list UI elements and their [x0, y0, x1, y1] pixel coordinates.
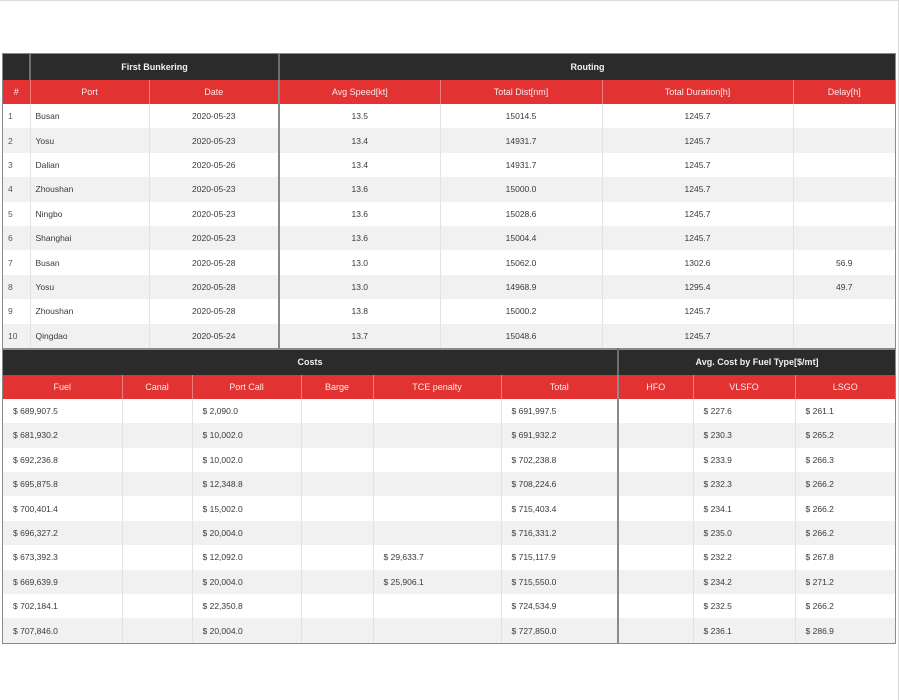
cell-barge	[301, 618, 373, 642]
cell-total: $ 708,224.6	[501, 472, 618, 496]
cell-total-dist: 14968.9	[440, 275, 602, 299]
cell-date: 2020-05-23	[149, 226, 279, 250]
cell-canal	[122, 618, 192, 642]
cell-fuel: $ 702,184.1	[3, 594, 122, 618]
cell-hfo	[618, 472, 693, 496]
cell-hfo	[618, 618, 693, 642]
cell-date: 2020-05-28	[149, 275, 279, 299]
cell-vlsfo: $ 232.5	[693, 594, 795, 618]
cell-fuel: $ 707,846.0	[3, 618, 122, 642]
cell-total-duration: 1245.7	[602, 226, 793, 250]
cell-tce-penalty	[373, 594, 501, 618]
cell-canal	[122, 472, 192, 496]
costs-table-body	[3, 399, 895, 643]
cell-delay	[793, 128, 895, 152]
cell-total-duration: 1245.7	[602, 324, 793, 348]
voyage-report	[2, 53, 896, 644]
cell-canal	[122, 594, 192, 618]
cell-tce-penalty	[373, 618, 501, 642]
col-header-delay[interactable]: Delay[h]	[793, 80, 895, 104]
table-row[interactable]	[3, 250, 895, 274]
cell-total-dist: 15004.4	[440, 226, 602, 250]
col-header-vlsfo[interactable]: VLSFO	[693, 375, 795, 399]
cell-vlsfo: $ 234.2	[693, 570, 795, 594]
cell-tce-penalty: $ 29,633.7	[373, 545, 501, 569]
cell-total: $ 715,403.4	[501, 496, 618, 520]
table-row[interactable]	[3, 226, 895, 250]
cell-avg-speed: 13.0	[279, 250, 440, 274]
cell-port-call: $ 12,092.0	[192, 545, 301, 569]
col-header-num[interactable]: #	[3, 80, 30, 104]
cell-num: 10	[3, 324, 30, 348]
cell-num: 9	[3, 299, 30, 323]
cell-date: 2020-05-23	[149, 177, 279, 201]
cell-avg-speed: 13.6	[279, 202, 440, 226]
table-row[interactable]	[3, 177, 895, 201]
cell-canal	[122, 496, 192, 520]
cell-hfo	[618, 570, 693, 594]
col-header-total-duration[interactable]: Total Duration[h]	[602, 80, 793, 104]
cell-total: $ 716,331.2	[501, 521, 618, 545]
right-divider	[898, 0, 899, 700]
table-row[interactable]	[3, 472, 895, 496]
cell-total: $ 715,550.0	[501, 570, 618, 594]
cell-port: Qingdao	[30, 324, 149, 348]
cell-avg-speed: 13.7	[279, 324, 440, 348]
cell-delay	[793, 299, 895, 323]
cell-total: $ 727,850.0	[501, 618, 618, 642]
cell-date: 2020-05-28	[149, 299, 279, 323]
table-row[interactable]	[3, 423, 895, 447]
cell-tce-penalty	[373, 496, 501, 520]
cell-lsgo: $ 266.2	[795, 496, 895, 520]
cell-total-dist: 15000.2	[440, 299, 602, 323]
cell-delay	[793, 177, 895, 201]
cell-total-dist: 15014.5	[440, 104, 602, 128]
cell-total-duration: 1245.7	[602, 153, 793, 177]
cell-lsgo: $ 265.2	[795, 423, 895, 447]
cell-port-call: $ 22,350.8	[192, 594, 301, 618]
cell-total: $ 691,997.5	[501, 399, 618, 423]
cell-delay	[793, 324, 895, 348]
cell-delay: 49.7	[793, 275, 895, 299]
cell-total-duration: 1245.7	[602, 299, 793, 323]
cell-port-call: $ 20,004.0	[192, 521, 301, 545]
cell-fuel: $ 673,392.3	[3, 545, 122, 569]
col-header-port[interactable]: Port	[30, 80, 149, 104]
col-header-barge[interactable]: Barge	[301, 375, 373, 399]
cell-tce-penalty: $ 25,906.1	[373, 570, 501, 594]
cell-total: $ 715,117.9	[501, 545, 618, 569]
cell-vlsfo: $ 232.2	[693, 545, 795, 569]
table-row[interactable]	[3, 299, 895, 323]
cell-vlsfo: $ 230.3	[693, 423, 795, 447]
col-header-lsgo[interactable]: LSGO	[795, 375, 895, 399]
cell-hfo	[618, 496, 693, 520]
cell-date: 2020-05-23	[149, 104, 279, 128]
table-row[interactable]	[3, 104, 895, 128]
cell-barge	[301, 399, 373, 423]
cell-barge	[301, 448, 373, 472]
cell-barge	[301, 545, 373, 569]
cell-canal	[122, 399, 192, 423]
cell-port: Shanghai	[30, 226, 149, 250]
cell-delay	[793, 104, 895, 128]
cell-port: Busan	[30, 250, 149, 274]
cell-port-call: $ 10,002.0	[192, 423, 301, 447]
cell-port: Busan	[30, 104, 149, 128]
cell-delay	[793, 202, 895, 226]
table-row[interactable]	[3, 275, 895, 299]
cell-port: Yosu	[30, 128, 149, 152]
cell-lsgo: $ 261.1	[795, 399, 895, 423]
table-row[interactable]	[3, 521, 895, 545]
col-header-total[interactable]: Total	[501, 375, 618, 399]
cell-total-dist: 15000.0	[440, 177, 602, 201]
cell-fuel: $ 681,930.2	[3, 423, 122, 447]
cell-hfo	[618, 521, 693, 545]
col-header-date[interactable]: Date	[149, 80, 279, 104]
cell-barge	[301, 570, 373, 594]
cell-num: 7	[3, 250, 30, 274]
cell-total: $ 691,932.2	[501, 423, 618, 447]
cell-canal	[122, 545, 192, 569]
cell-total-dist: 15028.6	[440, 202, 602, 226]
table-row[interactable]	[3, 153, 895, 177]
group-avg-cost-by-fuel-type: Avg. Cost by Fuel Type[$/mt]	[618, 349, 895, 375]
cell-date: 2020-05-24	[149, 324, 279, 348]
routing-table	[3, 54, 895, 348]
cell-avg-speed: 13.6	[279, 226, 440, 250]
cell-avg-speed: 13.4	[279, 128, 440, 152]
cell-date: 2020-05-23	[149, 202, 279, 226]
col-header-canal[interactable]: Canal	[122, 375, 192, 399]
cell-port: Yosu	[30, 275, 149, 299]
group-first-bunkering: First Bunkering	[30, 54, 279, 80]
cell-vlsfo: $ 232.3	[693, 472, 795, 496]
table-row[interactable]	[3, 448, 895, 472]
cell-port-call: $ 15,002.0	[192, 496, 301, 520]
cell-barge	[301, 496, 373, 520]
cell-barge	[301, 472, 373, 496]
cell-total-dist: 14931.7	[440, 128, 602, 152]
col-header-fuel[interactable]: Fuel	[3, 375, 122, 399]
cell-fuel: $ 692,236.8	[3, 448, 122, 472]
cell-tce-penalty	[373, 472, 501, 496]
cell-tce-penalty	[373, 448, 501, 472]
blank-group-header	[3, 54, 30, 80]
cell-total-duration: 1245.7	[602, 128, 793, 152]
table-row[interactable]	[3, 594, 895, 618]
cell-date: 2020-05-28	[149, 250, 279, 274]
cell-hfo	[618, 399, 693, 423]
cell-port-call: $ 2,090.0	[192, 399, 301, 423]
cell-canal	[122, 423, 192, 447]
cell-fuel: $ 689,907.5	[3, 399, 122, 423]
table-row[interactable]	[3, 202, 895, 226]
cell-total: $ 724,534.9	[501, 594, 618, 618]
cell-barge	[301, 423, 373, 447]
cell-avg-speed: 13.0	[279, 275, 440, 299]
cell-port-call: $ 10,002.0	[192, 448, 301, 472]
cell-total-duration: 1245.7	[602, 177, 793, 201]
cell-avg-speed: 13.8	[279, 299, 440, 323]
cell-total-duration: 1245.7	[602, 104, 793, 128]
cell-total-duration: 1245.7	[602, 202, 793, 226]
cell-total-duration: 1302.6	[602, 250, 793, 274]
cell-vlsfo: $ 235.0	[693, 521, 795, 545]
cell-lsgo: $ 266.2	[795, 521, 895, 545]
col-header-port-call[interactable]: Port Call	[192, 375, 301, 399]
cell-canal	[122, 570, 192, 594]
cell-vlsfo: $ 227.6	[693, 399, 795, 423]
cell-avg-speed: 13.5	[279, 104, 440, 128]
cell-num: 4	[3, 177, 30, 201]
cell-port: Zhoushan	[30, 177, 149, 201]
table-row[interactable]	[3, 128, 895, 152]
cell-total-dist: 14931.7	[440, 153, 602, 177]
cell-avg-speed: 13.4	[279, 153, 440, 177]
cell-lsgo: $ 271.2	[795, 570, 895, 594]
cell-hfo	[618, 423, 693, 447]
table-row[interactable]	[3, 399, 895, 423]
cell-canal	[122, 521, 192, 545]
col-header-total-dist[interactable]: Total Dist[nm]	[440, 80, 602, 104]
cell-total-dist: 15048.6	[440, 324, 602, 348]
cell-tce-penalty	[373, 521, 501, 545]
cell-num: 3	[3, 153, 30, 177]
cell-total-dist: 15062.0	[440, 250, 602, 274]
cell-vlsfo: $ 234.1	[693, 496, 795, 520]
cell-total-duration: 1295.4	[602, 275, 793, 299]
cell-delay	[793, 226, 895, 250]
cell-lsgo: $ 266.3	[795, 448, 895, 472]
cell-port-call: $ 12,348.8	[192, 472, 301, 496]
costs-table	[3, 348, 895, 643]
table-row[interactable]	[3, 570, 895, 594]
cell-hfo	[618, 545, 693, 569]
cell-canal	[122, 448, 192, 472]
cell-delay	[793, 153, 895, 177]
cell-port: Ningbo	[30, 202, 149, 226]
col-header-avg-speed[interactable]: Avg Speed[kt]	[279, 80, 440, 104]
cell-tce-penalty	[373, 399, 501, 423]
group-routing: Routing	[279, 54, 895, 80]
cell-total: $ 702,238.8	[501, 448, 618, 472]
cell-barge	[301, 594, 373, 618]
cell-fuel: $ 700,401.4	[3, 496, 122, 520]
cell-hfo	[618, 594, 693, 618]
cell-fuel: $ 669,639.9	[3, 570, 122, 594]
cell-lsgo: $ 267.8	[795, 545, 895, 569]
table-row[interactable]	[3, 618, 895, 642]
cell-date: 2020-05-26	[149, 153, 279, 177]
table-row[interactable]	[3, 324, 895, 348]
cell-avg-speed: 13.6	[279, 177, 440, 201]
cell-date: 2020-05-23	[149, 128, 279, 152]
top-divider	[0, 0, 898, 1]
col-header-hfo[interactable]: HFO	[618, 375, 693, 399]
cell-fuel: $ 696,327.2	[3, 521, 122, 545]
col-header-tce-penalty[interactable]: TCE penalty	[373, 375, 501, 399]
cell-port-call: $ 20,004.0	[192, 570, 301, 594]
cell-lsgo: $ 266.2	[795, 594, 895, 618]
table-row[interactable]	[3, 496, 895, 520]
cell-num: 8	[3, 275, 30, 299]
cell-barge	[301, 521, 373, 545]
cell-num: 2	[3, 128, 30, 152]
cell-vlsfo: $ 233.9	[693, 448, 795, 472]
table-row[interactable]	[3, 545, 895, 569]
cell-num: 6	[3, 226, 30, 250]
cell-lsgo: $ 266.2	[795, 472, 895, 496]
cell-num: 1	[3, 104, 30, 128]
cell-num: 5	[3, 202, 30, 226]
cell-tce-penalty	[373, 423, 501, 447]
cell-fuel: $ 695,875.8	[3, 472, 122, 496]
cell-port: Dalian	[30, 153, 149, 177]
cell-delay: 56.9	[793, 250, 895, 274]
cell-lsgo: $ 286.9	[795, 618, 895, 642]
cell-port-call: $ 20,004.0	[192, 618, 301, 642]
routing-table-body	[3, 104, 895, 348]
cell-hfo	[618, 448, 693, 472]
cell-vlsfo: $ 236.1	[693, 618, 795, 642]
group-costs: Costs	[3, 349, 618, 375]
cell-port: Zhoushan	[30, 299, 149, 323]
